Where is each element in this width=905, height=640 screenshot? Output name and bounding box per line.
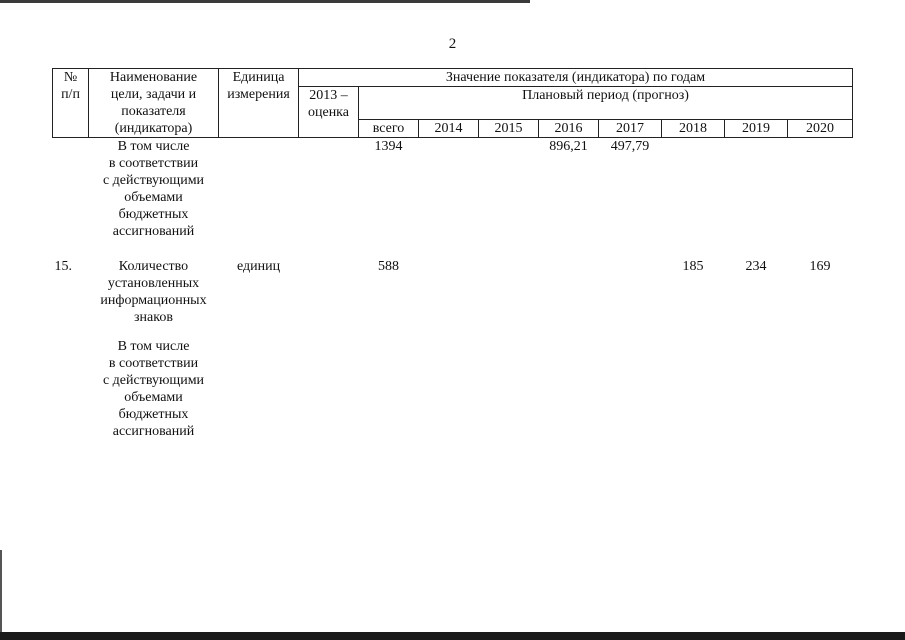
row-name: Количество установленных информационных знаков: [100, 259, 207, 325]
row-estimate: [299, 338, 359, 448]
row-2017: 497,79: [610, 139, 650, 154]
row-estimate: [299, 138, 359, 257]
header-name: Наименование цели, задачи и показателя (индикатора): [89, 69, 219, 138]
row-total: 1394: [374, 139, 403, 154]
row-2014: [419, 256, 479, 338]
row-2016: [539, 256, 599, 338]
header-year: 2019: [725, 120, 788, 138]
header-group-title: Значение показателя (индикатора) по годам: [299, 69, 853, 87]
row-2018: [662, 138, 725, 257]
scan-edge-left: [0, 550, 2, 632]
row-estimate: [299, 256, 359, 338]
row-total: 588: [378, 259, 399, 274]
row-2015: [479, 338, 539, 448]
header-year: 2015: [479, 120, 539, 138]
table-header: [53, 69, 853, 138]
row-2019: [725, 138, 788, 257]
row-2018: [662, 338, 725, 448]
row-name: В том числе в соответствии с действующими объемами бюджетных ассигнований: [102, 139, 205, 239]
row-2015: [479, 138, 539, 257]
row-unit: [219, 138, 299, 257]
row-2019: [725, 338, 788, 448]
row-num: 15.: [54, 259, 72, 274]
row-2014: [419, 338, 479, 448]
header-num: № п/п: [53, 69, 89, 138]
header-unit: Единица измерения: [219, 69, 299, 138]
row-2014: [419, 138, 479, 257]
row-total: [359, 338, 419, 448]
row-2018: 185: [682, 259, 704, 274]
header-plan-title: Плановый период (прогноз): [359, 87, 853, 120]
row-2019: 234: [745, 259, 767, 274]
table-row: [53, 138, 853, 257]
row-2016: 896,21: [549, 139, 588, 154]
row-2020: 169: [809, 259, 831, 274]
table-row: [53, 256, 853, 338]
scan-edge-bottom: [0, 632, 905, 640]
row-unit: [219, 338, 299, 448]
row-2017: [599, 338, 662, 448]
indicator-table: [52, 68, 853, 448]
header-year: 2017: [599, 120, 662, 138]
row-2017: [599, 256, 662, 338]
header-year: 2018: [662, 120, 725, 138]
header-year: 2016: [539, 120, 599, 138]
row-unit: единиц: [236, 259, 281, 274]
table-row: [53, 338, 853, 448]
header-total: всего: [359, 120, 419, 138]
header-year: 2020: [788, 120, 853, 138]
row-2016: [539, 338, 599, 448]
row-name: В том числе в соответствии с действующими объемами бюджетных ассигнований: [102, 339, 205, 439]
row-num: [53, 338, 89, 448]
row-2015: [479, 256, 539, 338]
header-year: 2014: [419, 120, 479, 138]
scan-edge-top: [0, 0, 530, 3]
row-2020: [788, 138, 853, 257]
table-body: [53, 138, 853, 449]
row-2020: [788, 338, 853, 448]
page-number: 2: [448, 36, 457, 52]
header-estimate: 2013 – оценка: [299, 87, 359, 138]
row-num: [53, 138, 89, 257]
